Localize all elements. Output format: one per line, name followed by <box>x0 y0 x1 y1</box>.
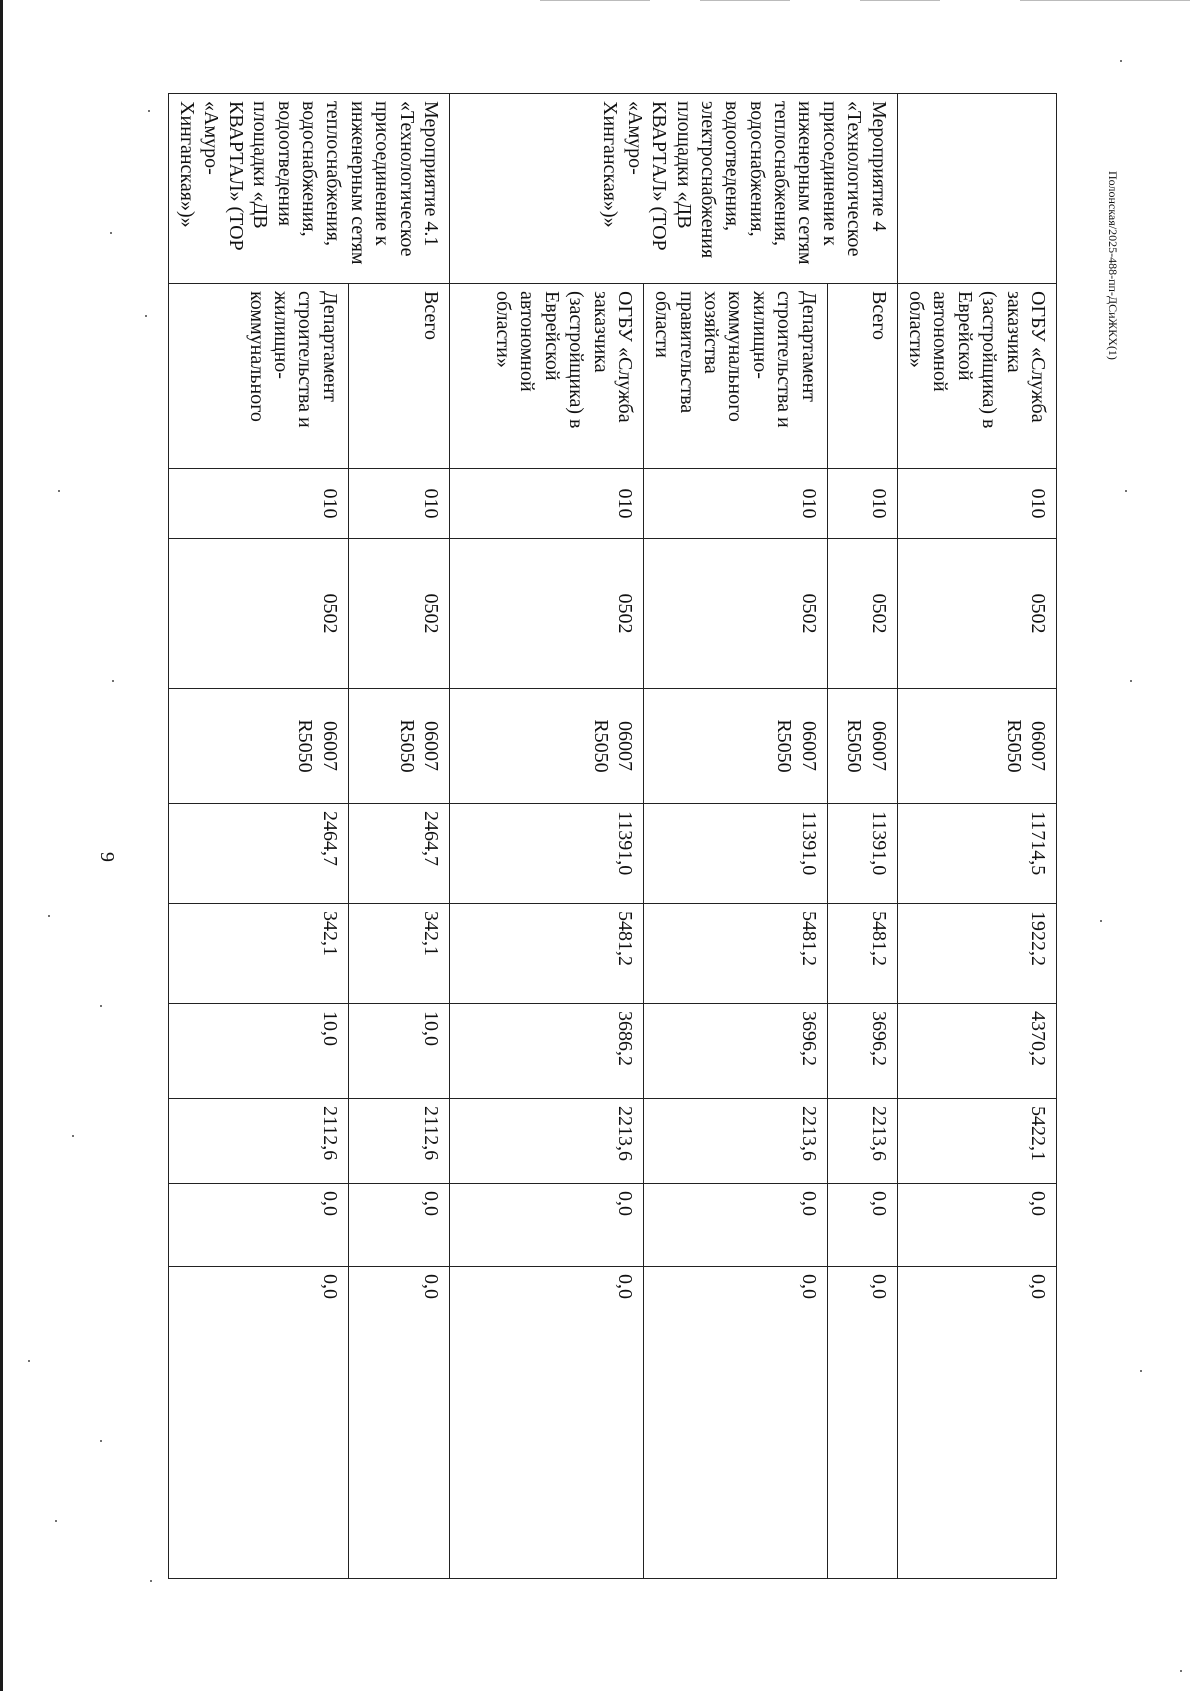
scan-edge-left <box>0 0 3 1691</box>
footer-code: Полонская/2025-488-пп-ДСиЖКХ(1) <box>1106 170 1120 360</box>
csr-cell: 06007 R5050 <box>827 689 897 804</box>
value-cell: 5422,1 <box>897 1099 1056 1184</box>
scan-speck <box>1140 1370 1142 1372</box>
csr-cell: 06007 R5050 <box>449 689 643 804</box>
scan-speck <box>148 110 150 112</box>
value-cell: 342,1 <box>168 904 348 1004</box>
scan-speck <box>28 1360 30 1362</box>
value-cell: 2464,7 <box>348 804 449 904</box>
value-cell: 0,0 <box>168 1184 348 1267</box>
value-cell: 4370,2 <box>897 1004 1056 1099</box>
value-cell: 2213,6 <box>449 1099 643 1184</box>
value-cell: 2213,6 <box>643 1099 827 1184</box>
scan-speck <box>112 680 114 682</box>
scan-speck <box>100 1005 102 1007</box>
scan-speck <box>1125 490 1127 492</box>
scan-speck <box>145 315 147 317</box>
value-cell: 0,0 <box>643 1184 827 1267</box>
table-row <box>827 94 897 1579</box>
event-cell: Мероприятие 4 «Технологическое присоединение к инженерным сетям теплоснабжения, водоснабжения, водоотведения, электроснабжения площадки «ДВ КВАРТАЛ» (ТОР «Амуро-Хинганская»)» <box>449 94 897 284</box>
scan-speck <box>150 1580 152 1582</box>
value-cell: 3686,2 <box>449 1004 643 1099</box>
scan-speck <box>110 232 112 234</box>
value-cell: 0,0 <box>168 1267 348 1579</box>
value-cell: 0,0 <box>449 1267 643 1579</box>
table-row <box>449 94 643 1579</box>
grbs-cell: 010 <box>168 469 348 539</box>
budget-table <box>168 93 1057 1579</box>
scan-speck <box>55 1520 57 1522</box>
executor-cell: ОГБУ «Служба заказчика (застройщика) в Еврейской автономной области» <box>449 284 643 469</box>
table-row <box>348 94 449 1579</box>
rzpr-cell: 0502 <box>643 539 827 689</box>
value-cell: 2112,6 <box>168 1099 348 1184</box>
event-cell <box>897 94 1056 284</box>
table-row <box>897 94 1056 1579</box>
value-cell: 3696,2 <box>827 1004 897 1099</box>
event-cell: Мероприятие 4.1 «Технологическое присоединение к инженерным сетям теплоснабжения, водоснабжения, водоотведения площадки «ДВ КВАРТАЛ» (ТОР «Амуро-Хинганская»)» <box>168 94 449 284</box>
scan-speck <box>72 1135 74 1137</box>
value-cell: 0,0 <box>827 1267 897 1579</box>
value-cell: 0,0 <box>348 1267 449 1579</box>
scan-edge-top <box>540 0 650 1</box>
scan-speck <box>1100 920 1102 922</box>
grbs-cell: 010 <box>827 469 897 539</box>
scan-speck <box>1180 1670 1182 1672</box>
value-cell: 342,1 <box>348 904 449 1004</box>
scan-speck <box>100 1440 102 1442</box>
grbs-cell: 010 <box>449 469 643 539</box>
scan-speck <box>58 490 60 492</box>
value-cell: 5481,2 <box>449 904 643 1004</box>
value-cell: 5481,2 <box>827 904 897 1004</box>
value-cell: 3696,2 <box>643 1004 827 1099</box>
scan-speck <box>48 915 50 917</box>
value-cell: 11391,0 <box>643 804 827 904</box>
csr-cell: 06007 R5050 <box>348 689 449 804</box>
grbs-cell: 010 <box>348 469 449 539</box>
value-cell: 0,0 <box>897 1184 1056 1267</box>
csr-cell: 06007 R5050 <box>897 689 1056 804</box>
scan-speck <box>1120 60 1122 62</box>
value-cell: 0,0 <box>827 1184 897 1267</box>
value-cell: 10,0 <box>348 1004 449 1099</box>
rzpr-cell: 0502 <box>827 539 897 689</box>
value-cell: 2464,7 <box>168 804 348 904</box>
value-cell: 2213,6 <box>827 1099 897 1184</box>
scan-edge-top <box>860 0 940 1</box>
rzpr-cell: 0502 <box>348 539 449 689</box>
table-row <box>643 94 827 1579</box>
executor-cell: Департамент строительства и жилищно-коммунального хозяйства правительства области <box>643 284 827 469</box>
value-cell: 5481,2 <box>643 904 827 1004</box>
table-row <box>168 94 348 1579</box>
value-cell: 11714,5 <box>897 804 1056 904</box>
value-cell: 0,0 <box>449 1184 643 1267</box>
rotated-table-wrapper <box>176 93 1057 1579</box>
value-cell: 11391,0 <box>827 804 897 904</box>
scan-edge-top <box>700 0 790 1</box>
scan-edge-top <box>1020 0 1190 1</box>
value-cell: 0,0 <box>348 1184 449 1267</box>
executor-cell: Всего <box>827 284 897 469</box>
rzpr-cell: 0502 <box>449 539 643 689</box>
executor-cell: Всего <box>348 284 449 469</box>
scan-speck <box>1130 680 1132 682</box>
page-number: 9 <box>96 852 118 862</box>
csr-cell: 06007 R5050 <box>168 689 348 804</box>
value-cell: 11391,0 <box>449 804 643 904</box>
executor-cell: Департамент строительства и жилищно-коммунального <box>168 284 348 469</box>
value-cell: 0,0 <box>643 1267 827 1579</box>
executor-cell: ОГБУ «Служба заказчика (застройщика) в Еврейской автономной области» <box>897 284 1056 469</box>
rzpr-cell: 0502 <box>168 539 348 689</box>
value-cell: 1922,2 <box>897 904 1056 1004</box>
value-cell: 2112,6 <box>348 1099 449 1184</box>
value-cell: 0,0 <box>897 1267 1056 1579</box>
grbs-cell: 010 <box>897 469 1056 539</box>
value-cell: 10,0 <box>168 1004 348 1099</box>
csr-cell: 06007 R5050 <box>643 689 827 804</box>
grbs-cell: 010 <box>643 469 827 539</box>
rzpr-cell: 0502 <box>897 539 1056 689</box>
